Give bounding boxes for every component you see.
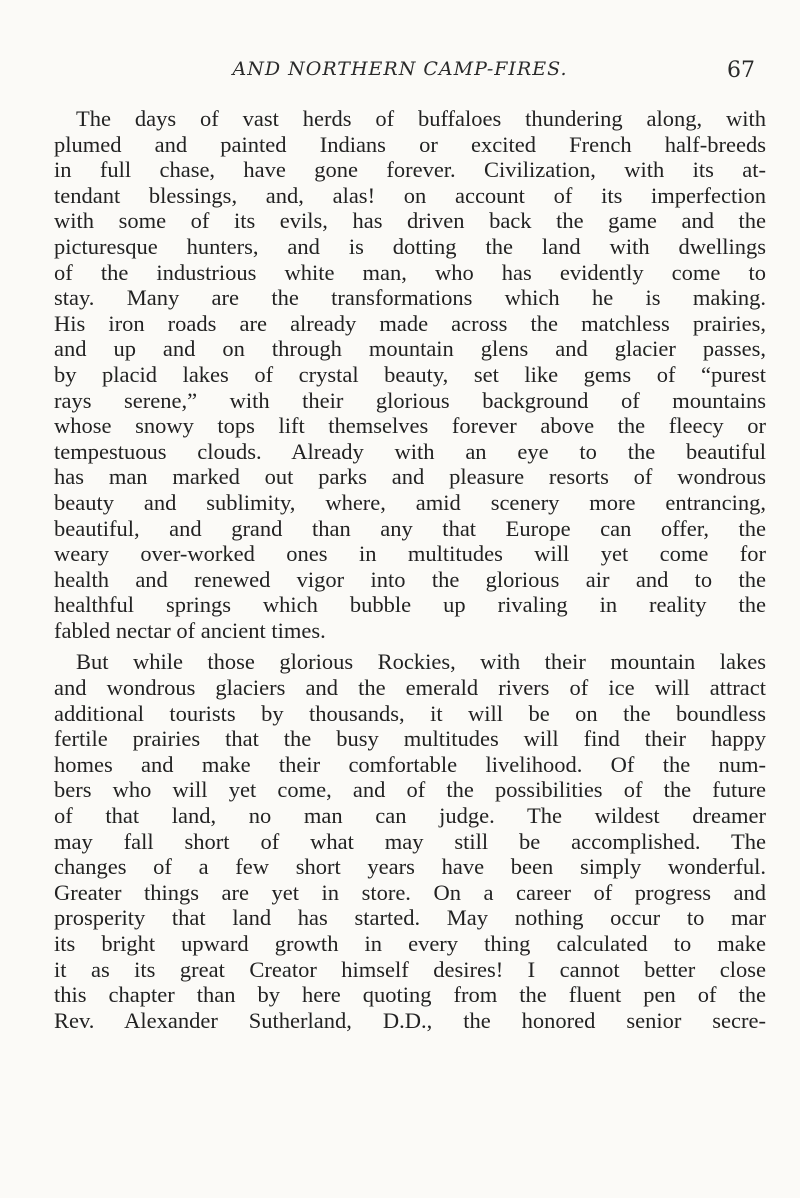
text-line: of that land, no man can judge. The wildest dreamer (54, 803, 766, 829)
paragraph (54, 649, 766, 1033)
body-text (54, 106, 766, 1033)
text-line: rays serene,” with their glorious background of mountains (54, 387, 766, 413)
text-line: Rev. Alexander Sutherland, D.D., the honored senior secre- (54, 1007, 766, 1033)
text-line: fabled nectar of ancient times. (54, 617, 326, 643)
text-line: picturesque hunters, and is dotting the land with dwellings (54, 233, 766, 259)
text-line: tempestuous clouds. Already with an eye to the beautiful (54, 438, 766, 464)
text-line: with some of its evils, has driven back the game and the (54, 208, 766, 234)
text-line: healthful springs which bubble up rivaling in reality the (54, 592, 766, 618)
text-line: health and renewed vigor into the glorious air and to the (54, 566, 766, 592)
text-line: of the industrious white man, who has evidently come to (54, 259, 766, 285)
paragraph (54, 106, 766, 643)
text-line: it as its great Creator himself desires! I cannot better close (54, 956, 766, 982)
text-line: Greater things are yet in store. On a career of progress and (54, 879, 766, 905)
text-line: may fall short of what may still be accomplished. The (54, 828, 766, 854)
text-line: weary over-worked ones in multitudes will yet come for (54, 541, 766, 567)
text-line: its bright upward growth in every thing calculated to make (54, 931, 766, 956)
text-line: and wondrous glaciers and the emerald rivers of ice will attract (54, 675, 766, 701)
text-line: plumed and painted Indians or excited French half-breeds (54, 131, 766, 157)
text-line: But while those glorious Rockies, with their mountain lakes (76, 649, 766, 675)
text-line: stay. Many are the transformations which he is making. (54, 285, 766, 311)
text-line: beauty and sublimity, where, amid scenery more entrancing, (54, 489, 766, 515)
text-line: whose snowy tops lift themselves forever above the fleecy or (54, 413, 766, 439)
text-line: homes and make their comfortable livelihood. Of the num- (54, 751, 766, 777)
text-line: prosperity that land has started. May nothing occur to mar (54, 905, 766, 931)
text-line: The days of vast herds of buffaloes thundering along, with (76, 106, 766, 131)
text-line: bers who will yet come, and of the possibilities of the future (54, 777, 766, 803)
text-line: has man marked out parks and pleasure resorts of wondrous (54, 464, 766, 490)
text-line: tendant blessings, and, alas! on account of its imperfection (54, 182, 766, 208)
text-line: additional tourists by thousands, it will be on the boundless (54, 700, 766, 726)
text-line: this chapter than by here quoting from the fluent pen of the (54, 982, 766, 1008)
text-line: in full chase, have gone forever. Civilization, with its at- (54, 157, 766, 183)
text-line: and up and on through mountain glens and glacier passes, (54, 336, 766, 362)
running-title: AND NORTHERN CAMP-FIRES. (232, 58, 568, 80)
text-line: His iron roads are already made across the matchless prairies, (54, 310, 766, 336)
text-line: fertile prairies that the busy multitudes will find their happy (54, 726, 766, 752)
text-line: changes of a few short years have been simply wonderful. (54, 854, 766, 880)
page-number: 67 (727, 58, 755, 83)
text-line: by placid lakes of crystal beauty, set like gems of “purest (54, 361, 766, 387)
text-line: beautiful, and grand than any that Europe can offer, the (54, 515, 766, 541)
